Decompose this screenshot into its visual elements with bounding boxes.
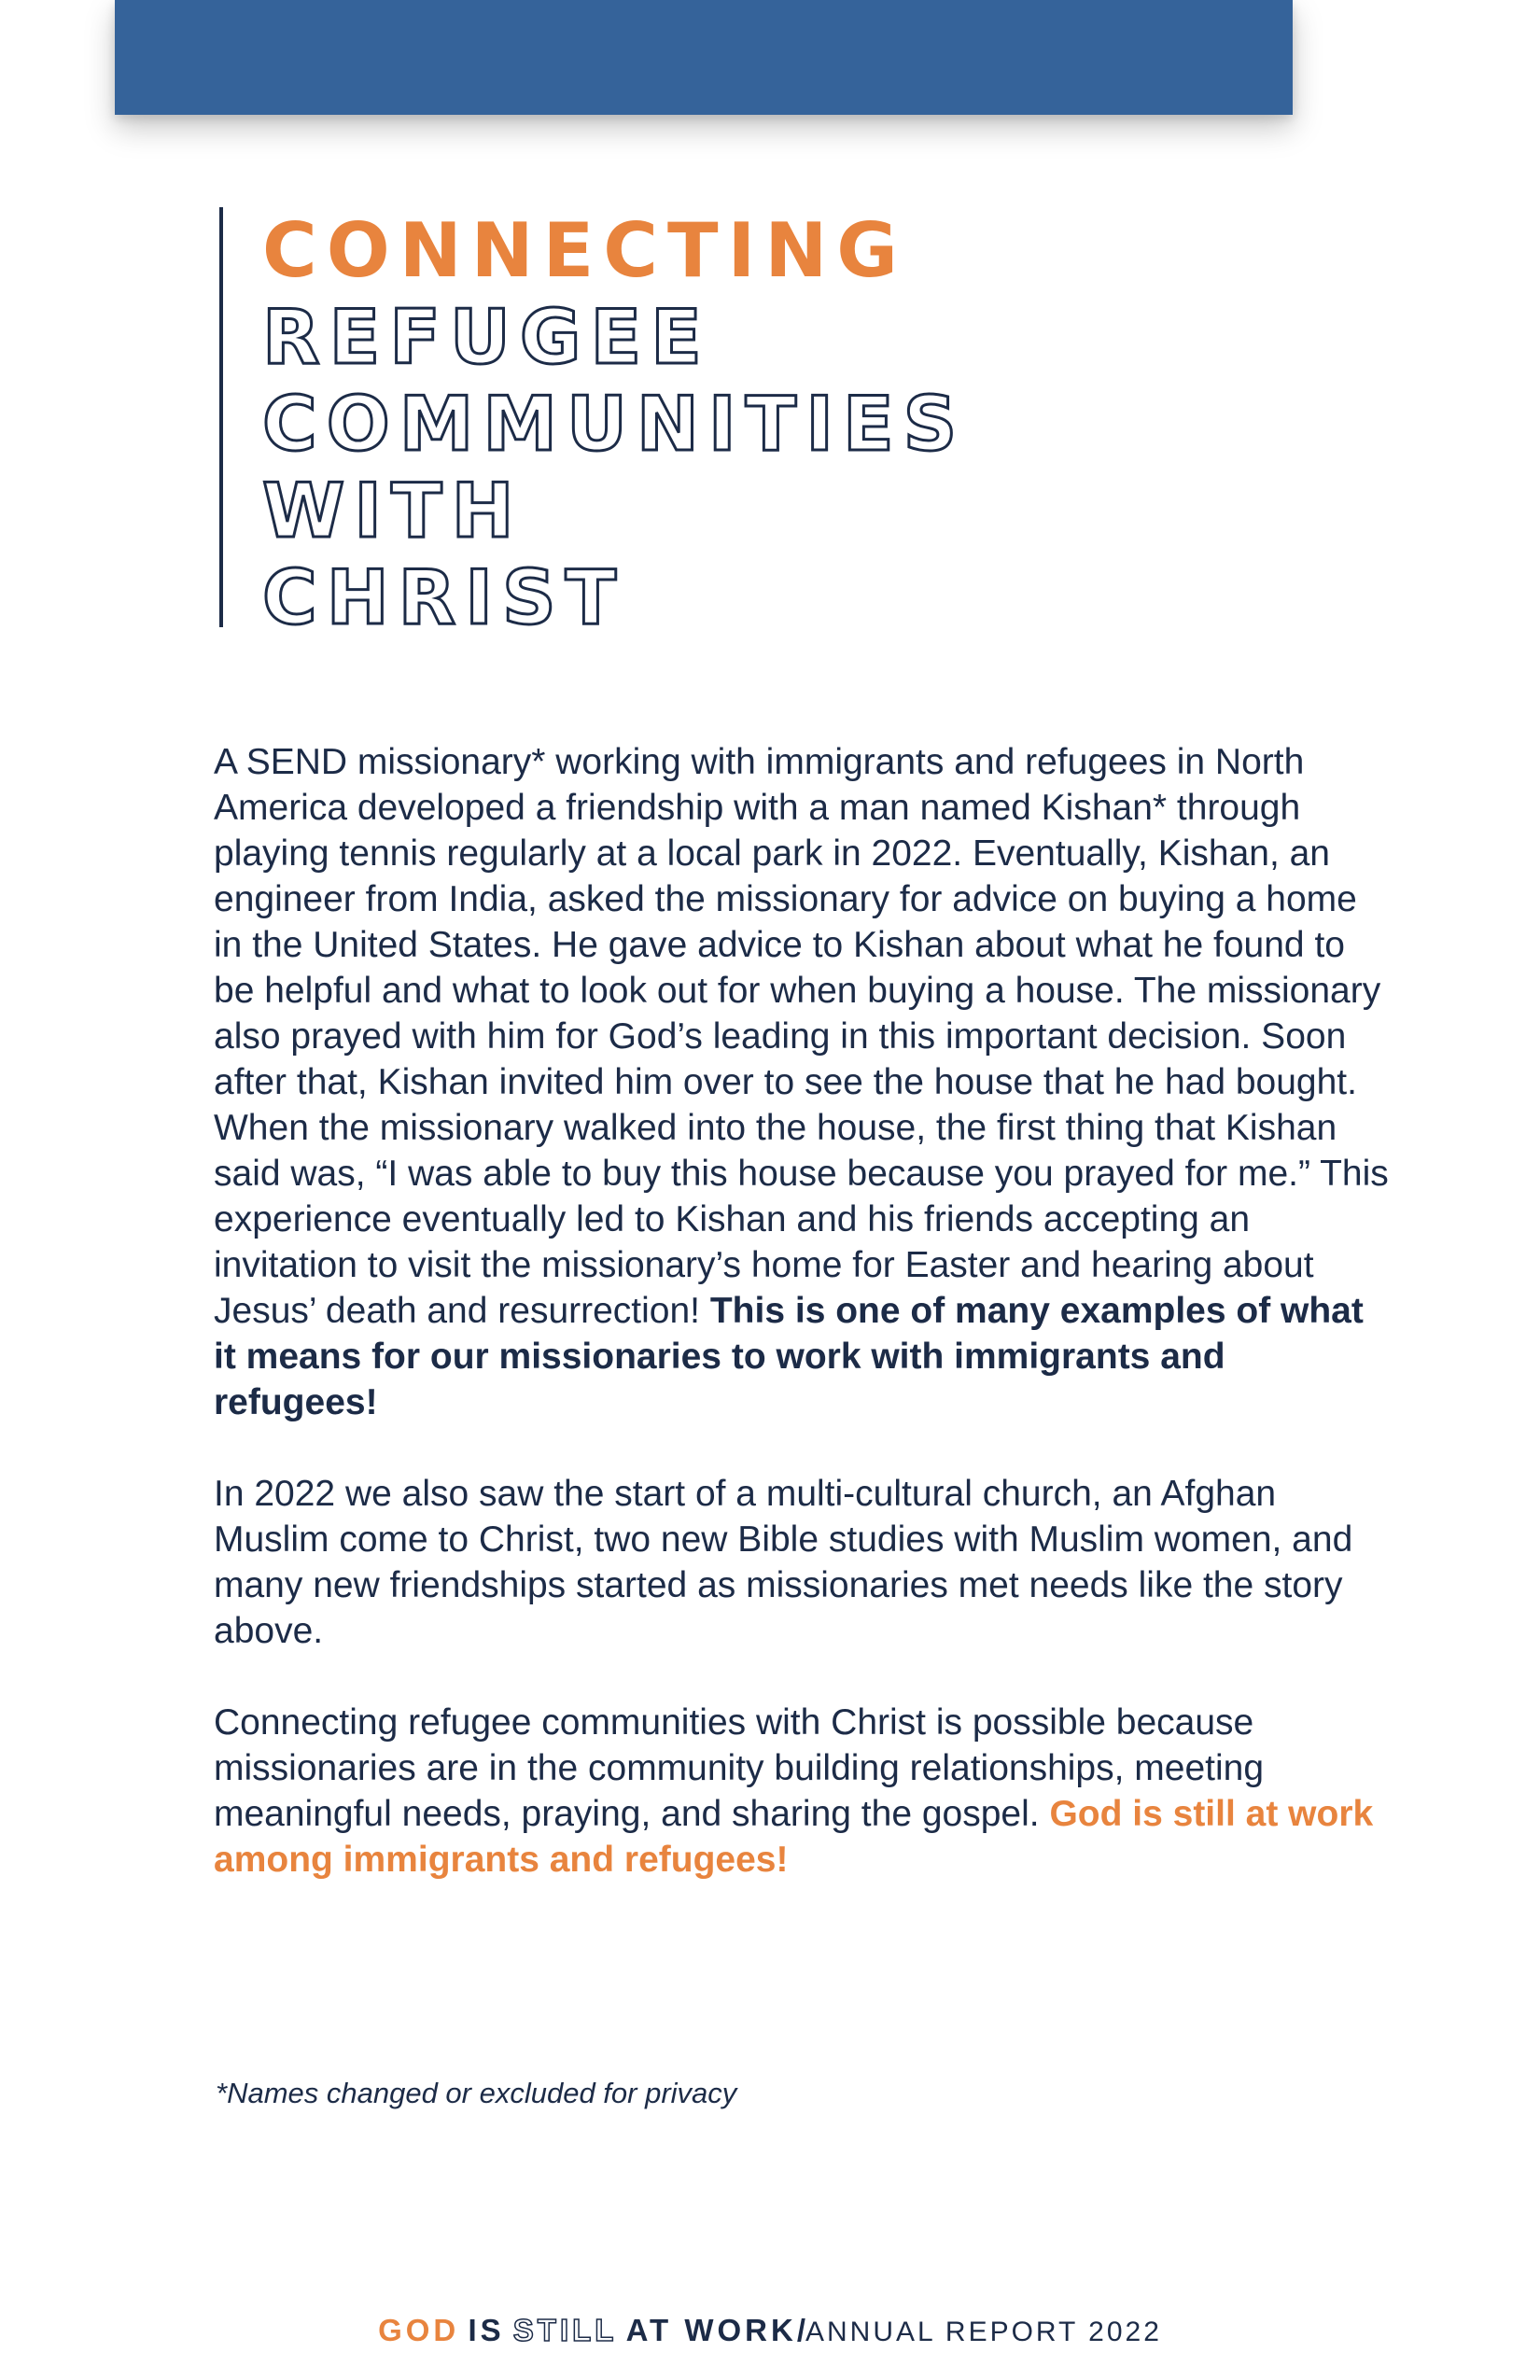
paragraph-3-emphasis: God is still at work among immigrants and refugees! — [214, 1794, 1374, 1880]
footer-still: STILL — [512, 2313, 618, 2347]
headline-line-2: REFUGEE — [262, 294, 711, 381]
headline-line-4: WITH — [262, 468, 524, 554]
footer-slash: / — [796, 2313, 805, 2347]
paragraph-1-emphasis: This is one of many examples of what it means for our missionaries to work with immigrants and refugees! — [214, 1291, 1364, 1422]
top-banner — [115, 0, 1293, 115]
page-footer — [0, 2313, 1540, 2348]
paragraph-2-text: In 2022 we also saw the start of a multi-cultural church, an Afghan Muslim come to Christ, two new Bible studies with Muslim women, and many new friendships started as missionaries met needs like the story above. — [214, 1474, 1353, 1651]
paragraph-1 — [214, 739, 1390, 1425]
privacy-footnote: *Names changed or excluded for privacy — [216, 2077, 737, 2109]
paragraph-1-text: A SEND missionary* working with immigrants and refugees in North America developed a friendship with a man named Kishan* through playing tennis regularly at a local park in 2022. Eventually, Kishan, an engineer from India, asked the missionary for advice on buying a home in the United States. He gave advice to Kishan about what he found to be helpful and what to look out for when buying a house. The missionary also prayed with him for God’s leading in this important decision. Soon after that, Kishan invited him over to see the house that he had bought. When the missionary walked into the house, the first thing that Kishan said was, “I was able to buy this house because you prayed for me.” This experience eventually led to Kishan and his friends accepting an invitation to visit the missionary’s home for Easter and hearing about Jesus’ death and resurrection! — [214, 742, 1389, 1331]
footer-report-label: ANNUAL REPORT 2022 — [805, 2317, 1162, 2347]
paragraph-3-text: Connecting refugee communities with Christ is possible because missionaries are in the community building relationships, meeting meaningful needs, praying, and sharing the gospel. — [214, 1702, 1265, 1834]
headline — [219, 207, 967, 641]
headline-line-1: CONNECTING — [262, 207, 907, 294]
footer-is: IS — [468, 2313, 505, 2347]
footer-god: GOD — [378, 2313, 460, 2347]
article-body — [214, 739, 1390, 1928]
paragraph-2 — [214, 1471, 1390, 1654]
paragraph-3 — [214, 1700, 1390, 1883]
headline-line-3: COMMUNITIES — [262, 381, 967, 468]
headline-line-5: CHRIST — [262, 554, 626, 641]
footer-at-work: AT WORK — [625, 2313, 797, 2347]
